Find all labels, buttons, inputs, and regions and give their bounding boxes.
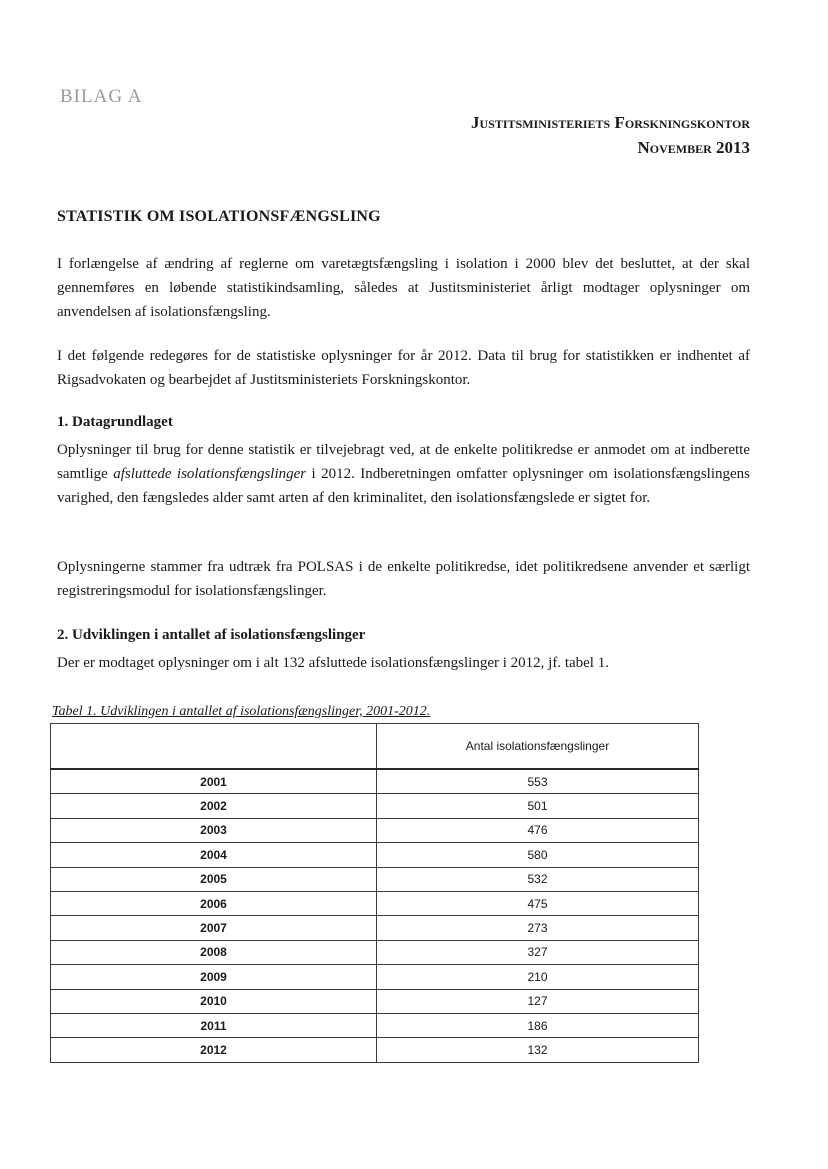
table-cell-year: 2010 [51, 989, 377, 1013]
table-cell-year: 2011 [51, 1013, 377, 1037]
table-row [51, 1013, 699, 1037]
table-cell-year: 2004 [51, 843, 377, 867]
document-date: November 2013 [637, 138, 750, 157]
table-body [51, 769, 699, 1062]
table-row [51, 843, 699, 867]
table-cell-count: 273 [377, 916, 699, 940]
table-cell-count: 327 [377, 940, 699, 964]
table-cell-count: 476 [377, 818, 699, 842]
table-row [51, 1038, 699, 1062]
table-cell-count: 553 [377, 769, 699, 794]
table-row [51, 818, 699, 842]
table-cell-year: 2003 [51, 818, 377, 842]
table-cell-year: 2009 [51, 965, 377, 989]
organization-name: Justitsministeriets Forskningskontor [471, 113, 750, 132]
intro-paragraph-1: I forlængelse af ændring af reglerne om varetægtsfængsling i isolation i 2000 blev det besluttet, at der skal gennemføres en løbende statistikindsamling, således at Justitsministeriet årligt modtager oplysninger om anvendelsen af isolationsfængsling. [57, 256, 750, 320]
table-header-count: Antal isolationsfængslinger [377, 724, 699, 770]
table-cell-count: 210 [377, 965, 699, 989]
table-cell-count: 132 [377, 1038, 699, 1062]
table-cell-count: 580 [377, 843, 699, 867]
intro-paragraph-2: I det følgende redegøres for de statistiske oplysninger for år 2012. Data til brug for statistikken er indhentet af Rigsadvokaten og bearbejdet af Justitsministeriets Forskningskontor. [57, 348, 750, 388]
table-cell-year: 2006 [51, 891, 377, 915]
table-row [51, 769, 699, 794]
document-title: STATISTIK OM ISOLATIONSFÆNGSLING [57, 208, 381, 225]
appendix-stamp: BILAG A [60, 86, 143, 107]
table-row [51, 989, 699, 1013]
table-row [51, 965, 699, 989]
table-row [51, 940, 699, 964]
table-row [51, 891, 699, 915]
isolation-count-table [50, 723, 699, 1063]
organization-header [471, 110, 750, 160]
table-cell-count: 532 [377, 867, 699, 891]
table-cell-year: 2008 [51, 940, 377, 964]
table-cell-year: 2012 [51, 1038, 377, 1062]
table-cell-year: 2007 [51, 916, 377, 940]
table-row [51, 867, 699, 891]
section-1-paragraph-1 [57, 438, 750, 510]
section-2-paragraph-1: Der er modtaget oplysninger om i alt 132 afsluttede isolationsfængslinger i 2012, jf. tabel 1. [57, 655, 609, 671]
section-2-heading: 2. Udviklingen i antallet af isolationsfængslinger [57, 627, 366, 643]
section-1-heading: 1. Datagrundlaget [57, 414, 173, 430]
table-header-year [51, 724, 377, 770]
section-1-text-part1: Oplysninger til brug for denne statistik er tilvejebragt ved, at de enkelte politikredse er anmodet om at indberette samtlige [57, 442, 750, 482]
section-1-text-italic: afsluttede isolationsfængslinger [113, 466, 307, 482]
table-caption: Tabel 1. Udviklingen i antallet af isolationsfængslinger, 2001-2012. [52, 704, 431, 719]
table-cell-count: 501 [377, 794, 699, 818]
table-header-row [51, 724, 699, 770]
table-cell-count: 127 [377, 989, 699, 1013]
table-row [51, 916, 699, 940]
table-cell-count: 475 [377, 891, 699, 915]
section-1-paragraph-2: Oplysningerne stammer fra udtræk fra POLSAS i de enkelte politikredse, idet politikredsene anvender et særligt registreringsmodul for isolationsfængslinger. [57, 559, 750, 599]
table-cell-year: 2002 [51, 794, 377, 818]
table-cell-year: 2001 [51, 769, 377, 794]
table-cell-count: 186 [377, 1013, 699, 1037]
section-1-text-part2: i 2012. Indberetningen omfatter oplysninger om isolationsfængslingens varighed, den fængsledes alder samt arten af den kriminalitet, den isolationsfængslede er sigtet for. [57, 466, 751, 506]
table-row [51, 794, 699, 818]
table-cell-year: 2005 [51, 867, 377, 891]
